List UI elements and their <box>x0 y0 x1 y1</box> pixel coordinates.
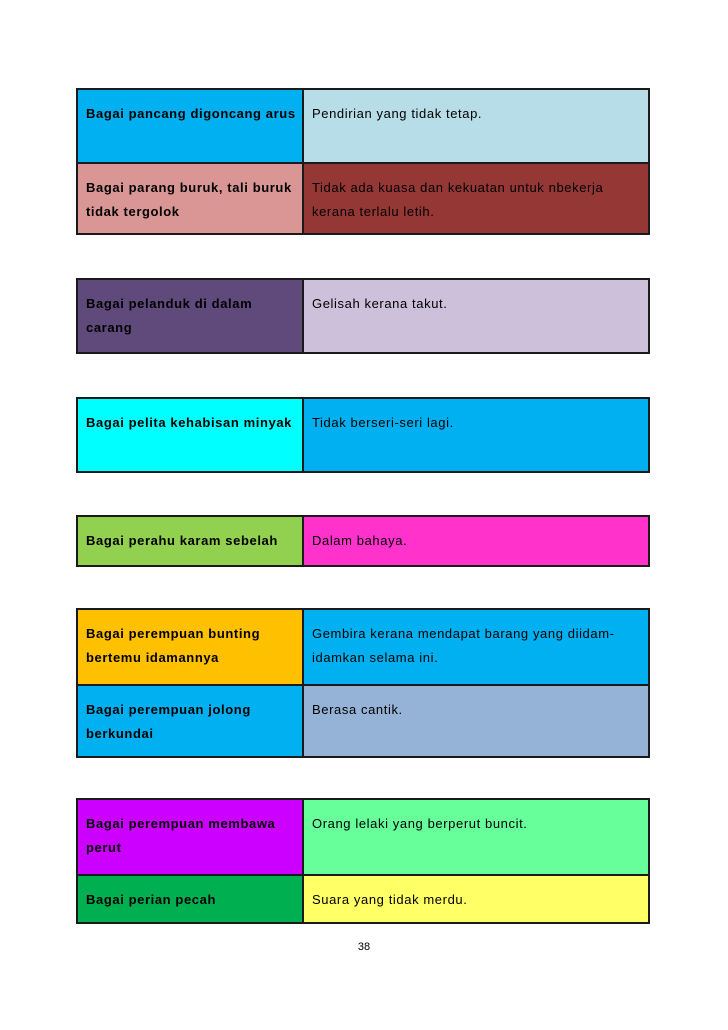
proverb-term: Bagai parang buruk, tali buruk tidak tergolok <box>78 164 304 233</box>
proverb-table-1 <box>76 88 650 235</box>
proverb-meaning: Dalam bahaya. <box>304 517 648 565</box>
proverb-row <box>78 162 648 233</box>
proverb-term: Bagai perahu karam sebelah <box>78 517 304 565</box>
proverb-row <box>78 399 648 471</box>
proverb-term: Bagai perempuan bunting bertemu idamannya <box>78 610 304 684</box>
proverb-meaning: Tidak berseri-seri lagi. <box>304 399 648 471</box>
proverb-meaning: Orang lelaki yang berperut buncit. <box>304 800 648 874</box>
page-number: 38 <box>357 941 371 953</box>
proverb-row <box>78 90 648 162</box>
proverb-row <box>78 874 648 922</box>
proverb-meaning: Tidak ada kuasa dan kekuatan untuk nbekerja kerana terlalu letih. <box>304 164 648 233</box>
proverb-meaning: Pendirian yang tidak tetap. <box>304 90 648 162</box>
proverb-meaning: Gelisah kerana takut. <box>304 280 648 352</box>
proverb-row <box>78 517 648 565</box>
proverb-term: Bagai perian pecah <box>78 876 304 922</box>
proverb-row <box>78 610 648 684</box>
proverb-table-3 <box>76 397 650 473</box>
proverb-meaning: Berasa cantik. <box>304 686 648 756</box>
proverb-term: Bagai pelita kehabisan minyak <box>78 399 304 471</box>
proverb-term: Bagai pelanduk di dalam carang <box>78 280 304 352</box>
proverb-term: Bagai perempuan membawa perut <box>78 800 304 874</box>
proverb-row <box>78 800 648 874</box>
proverb-table-2 <box>76 278 650 354</box>
proverb-row <box>78 684 648 756</box>
proverb-meaning: Gembira kerana mendapat barang yang diidam-idamkan selama ini. <box>304 610 648 684</box>
proverb-term: Bagai perempuan jolong berkundai <box>78 686 304 756</box>
proverb-meaning: Suara yang tidak merdu. <box>304 876 648 922</box>
proverb-table-6 <box>76 798 650 924</box>
proverb-table-5 <box>76 608 650 758</box>
proverb-row <box>78 280 648 352</box>
proverb-term: Bagai pancang digoncang arus <box>78 90 304 162</box>
proverb-table-4 <box>76 515 650 567</box>
